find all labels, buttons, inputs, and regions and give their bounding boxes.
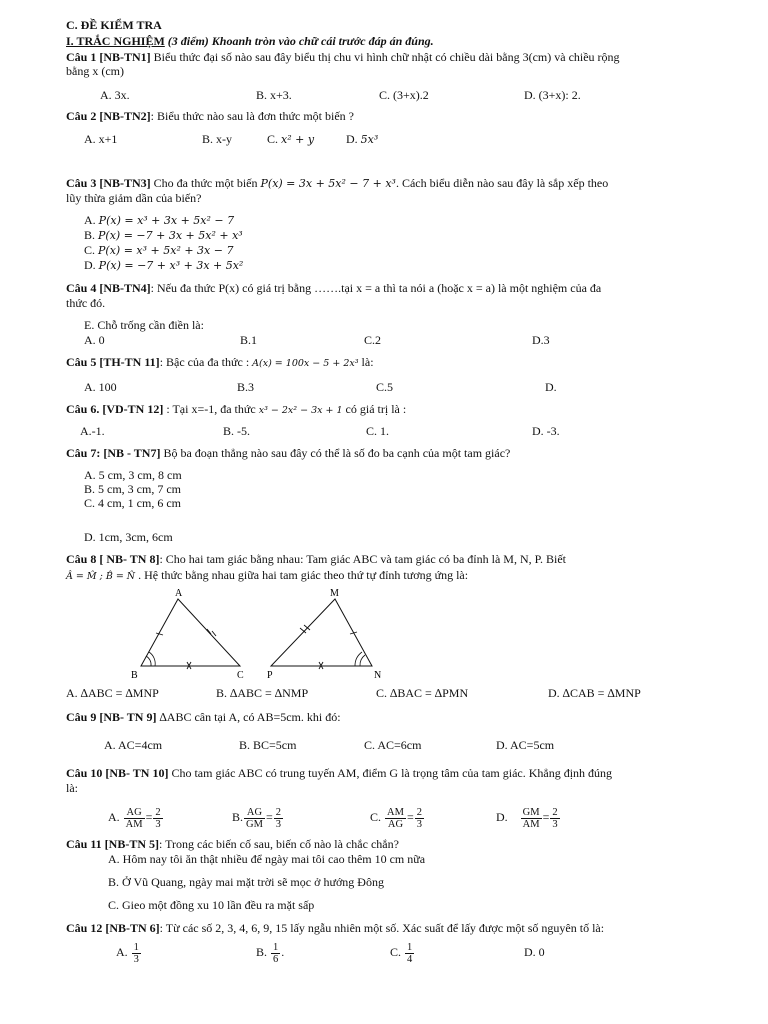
label-b: B (131, 670, 138, 680)
q4-option-a[interactable]: A. 0 (84, 333, 105, 347)
q3-option-c-prefix: C. (84, 243, 99, 257)
q2-option-a[interactable]: A. x+1 (84, 132, 118, 146)
question-4 (66, 281, 601, 295)
q1-option-b[interactable]: B. x+3. (256, 88, 292, 102)
q10-b-den: GM (246, 818, 263, 830)
q2-option-c-math: x² + y (281, 133, 315, 146)
question-10 (66, 766, 612, 780)
angle-b-mark-inner (146, 656, 151, 666)
q3-option-d[interactable] (84, 258, 243, 273)
question-4-label: Câu 4 [NB-TN4] (66, 281, 151, 295)
q4-option-b[interactable]: B.1 (240, 333, 258, 347)
q3-option-a-math: P(x) = x³ + 3x + 5x² − 7 (98, 214, 235, 227)
triangle-abc (141, 599, 240, 666)
q10-d-val-num: 2 (552, 806, 558, 818)
q10-a-val-den: 3 (155, 818, 161, 830)
q10-c-den: AG (387, 818, 404, 830)
question-6-text-after: có giá trị là : (342, 402, 407, 416)
q9-option-a[interactable]: A. AC=4cm (104, 738, 163, 752)
q3-option-d-prefix: D. (84, 258, 99, 272)
q5-option-d[interactable]: D. (545, 380, 557, 394)
q10-option-d-prefix: D. (496, 810, 508, 824)
q7-option-a[interactable]: A. 5 cm, 3 cm, 8 cm (84, 468, 182, 482)
q10-c-val-den: 3 (416, 818, 422, 830)
q12-option-b[interactable]: B. $\frac{1}{6}$ . (256, 941, 285, 965)
q6-option-c[interactable]: C. 1. (366, 424, 390, 438)
q3-option-d-math: P(x) = −7 + x³ + 3x + 5x² (98, 259, 244, 272)
question-1-text-line2: bằng x (cm) (66, 64, 124, 78)
label-a: A (175, 588, 183, 599)
question-7-text: Bộ ba đoạn thẳng nào sau đây có thể là số đo ba cạnh của một tam giác? (160, 446, 511, 460)
q10-option-c-lhs (385, 807, 406, 830)
question-3-label: Câu 3 [NB-TN3] (66, 176, 151, 190)
q10-option-a[interactable]: A. $\frac{AG}{AM}$ = $\frac{2}{3}$ (108, 806, 161, 830)
q1-option-d[interactable]: D. (3+x): 2. (524, 88, 581, 102)
q2-option-d-prefix: D. (346, 132, 361, 146)
q10-a-val-num: 2 (155, 806, 161, 818)
angle-n-mark-inner (355, 652, 362, 666)
q5-option-a[interactable]: A. 100 (84, 380, 117, 394)
q12-a-den: 3 (133, 953, 139, 965)
question-5 (66, 355, 374, 371)
question-9-label: Câu 9 [NB- TN 9] (66, 710, 157, 724)
question-9-text: ∆ABC cân tại A, có AB=5cm. khi đó: (156, 710, 341, 724)
question-8 (66, 552, 566, 566)
q12-option-b-prefix: B. (256, 945, 268, 959)
q10-a-den: AM (125, 818, 143, 830)
question-8-text: : Cho hai tam giác bằng nhau: Tam giác ABC và tam giác có ba đỉnh là M, N, P. Biết (159, 552, 566, 566)
question-10-text-line2: là: (66, 781, 78, 795)
q11-option-b[interactable]: B. Ở Vũ Quang, ngày mai mặt trời sẽ mọc ở hướng Đông (108, 875, 384, 889)
q8-option-a[interactable]: A. ∆ABC = ∆MNP (66, 686, 159, 700)
q10-option-b[interactable]: B. $\frac{AG}{GM}$ = $\frac{2}{3}$ (232, 806, 281, 830)
question-11 (66, 837, 399, 851)
angle-n-mark (360, 655, 365, 666)
q10-option-d[interactable]: D. $\frac{GM}{AM}$ = $\frac{2}{3}$ (496, 806, 558, 830)
q12-b-den: 6 (273, 953, 279, 965)
q3-option-c-math: P(x) = x³ + 5x² + 3x − 7 (98, 244, 234, 257)
q10-option-b-rhs (274, 807, 283, 830)
q10-option-b-lhs (244, 807, 265, 830)
question-8-label: Câu 8 [ NB- TN 8] (66, 552, 160, 566)
q10-option-c-rhs (415, 807, 424, 830)
question-5-label: Câu 5 [TH-TN 11] (66, 355, 160, 369)
question-5-text-after: là: (358, 355, 374, 369)
q10-d-den: AM (522, 818, 540, 830)
q8-option-d[interactable]: D. ∆CAB = ∆MNP (548, 686, 641, 700)
question-11-label: Câu 11 [NB-TN 5] (66, 837, 160, 851)
q9-option-b[interactable]: B. BC=5cm (239, 738, 297, 752)
question-8-line2 (66, 568, 468, 584)
question-2-text: : Biểu thức nào sau là đơn thức một biến ? (150, 109, 354, 123)
q12-option-c-frac (405, 942, 414, 965)
q12-option-d[interactable]: D. 0 (524, 945, 545, 959)
q10-b-val-den: 3 (275, 818, 281, 830)
q2-option-d[interactable] (346, 132, 378, 147)
triangles-figure (120, 586, 400, 680)
question-7 (66, 446, 510, 460)
q10-option-d-rhs (550, 807, 559, 830)
question-8-condition: Â = M̂ ; B̂ = N̂ (66, 571, 136, 582)
q10-option-a-lhs (124, 807, 145, 830)
question-12-text: : Từ các số 2, 3, 4, 6, 9, 15 lấy ngẫu nhiên một số. Xác suất để lấy được một số nguyên tố là: (159, 921, 605, 935)
question-7-label: Câu 7: [NB - TN7] (66, 446, 161, 460)
q11-option-c[interactable]: C. Gieo một đồng xu 10 lần đều ra mặt sấp (108, 898, 315, 912)
q3-option-b[interactable] (84, 228, 243, 243)
question-2-label: Câu 2 [NB-TN2] (66, 109, 151, 123)
document-heading: C. ĐỀ KIỂM TRA (66, 18, 162, 32)
q6-option-b[interactable]: B. -5. (223, 424, 250, 438)
q2-option-c[interactable] (267, 132, 314, 147)
question-8-text-line2: . Hệ thức bằng nhau giữa hai tam giác theo thứ tự đỉnh tương ứng là: (135, 568, 469, 582)
q12-option-a[interactable] (116, 940, 142, 965)
question-5-text: : Bậc của đa thức : (159, 355, 250, 369)
q4-option-c[interactable]: C.2 (364, 333, 382, 347)
q10-d-val-den: 3 (552, 818, 558, 830)
q10-d-num: GM (522, 806, 540, 818)
section-title-text: I. TRẮC NGHIỆM (66, 34, 165, 48)
q12-b-num: 1 (273, 941, 279, 953)
q7-option-c[interactable]: C. 4 cm, 1 cm, 6 cm (84, 496, 181, 510)
q3-option-b-math: P(x) = −7 + 3x + 5x² + x³ (98, 229, 243, 242)
q11-option-a[interactable]: A. Hôm nay tôi ăn thật nhiều để ngày mai tôi cao thêm 10 cm nữa (108, 852, 426, 866)
q5-option-c[interactable]: C.5 (376, 380, 394, 394)
q12-option-a-frac (132, 942, 141, 965)
q9-option-c[interactable]: C. AC=6cm (364, 738, 422, 752)
q1-option-a[interactable]: A. 3x. (100, 88, 130, 102)
q8-option-b[interactable]: B. ∆ABC = ∆NMP (216, 686, 309, 700)
q3-option-a-prefix: A. (84, 213, 99, 227)
question-6-text: : Tại x=-1, đa thức (163, 402, 259, 416)
q5-option-b[interactable]: B.3 (237, 380, 255, 394)
q12-option-b-frac (271, 942, 280, 965)
question-4-fill-prompt: E. Chỗ trống cần điền là: (84, 318, 204, 332)
label-p: P (267, 670, 273, 680)
q7-option-d[interactable]: D. 1cm, 3cm, 6cm (84, 530, 173, 544)
question-12 (66, 921, 604, 935)
question-6-poly: x³ − 2x² − 3x + 1 (258, 405, 343, 416)
question-1-text: Biểu thức đại số nào sau đây biểu thị chu vi hình chữ nhật có chiều dài bằng 3(cm) và chiều rộng (150, 50, 620, 64)
question-10-label: Câu 10 [NB- TN 10] (66, 766, 169, 780)
question-3-text: Cho đa thức một biến (150, 176, 261, 190)
q8-option-c[interactable]: C. ∆BAC = ∆PMN (376, 686, 469, 700)
q12-c-den: 4 (407, 953, 413, 965)
question-3-text-line2: lũy thừa giảm dần của biến? (66, 191, 202, 205)
question-6 (66, 402, 406, 418)
question-10-text: Cho tam giác ABC có trung tuyến AM, điểm G là trọng tâm của tam giác. Khẳng định đúng (168, 766, 613, 780)
q3-option-c[interactable] (84, 243, 233, 258)
tick-ac-2 (212, 631, 216, 636)
question-1 (66, 50, 620, 64)
q12-option-c[interactable] (390, 940, 415, 965)
label-c: C (237, 670, 244, 680)
q10-option-c-prefix: C. (370, 810, 382, 824)
q4-option-d[interactable]: D.3 (532, 333, 550, 347)
q12-c-num: 1 (407, 941, 413, 953)
section-subtitle: (3 điểm) Khoanh tròn vào chữ cái trước đáp án đúng. (167, 34, 434, 48)
question-5-poly: A(x) = 100x − 5 + 2x³ (252, 358, 359, 369)
q3-option-a[interactable] (84, 213, 234, 228)
q2-option-c-prefix: C. (267, 132, 282, 146)
q7-option-b[interactable]: B. 5 cm, 3 cm, 7 cm (84, 482, 181, 496)
q2-option-b[interactable]: B. x-y (202, 132, 232, 146)
q10-a-num: AG (124, 807, 145, 819)
question-9 (66, 710, 341, 724)
question-11-text: : Trong các biến cố sau, biến cố nào là chắc chắn? (159, 837, 399, 851)
label-m: M (330, 588, 339, 599)
q10-option-b-prefix: B. (232, 810, 244, 824)
question-1-label: Câu 1 [NB-TN1] (66, 50, 151, 64)
question-3-poly: P(x) = 3x + 5x² − 7 + x³ (260, 177, 396, 190)
q9-option-d[interactable]: D. AC=5cm (496, 738, 555, 752)
q12-option-a-prefix: A. (116, 945, 128, 959)
q10-option-a-prefix: A. (108, 810, 120, 824)
q10-b-val-num: 2 (275, 806, 281, 818)
q6-option-a[interactable]: A.-1. (80, 424, 105, 438)
q1-option-c[interactable]: C. (3+x).2 (379, 88, 429, 102)
q3-option-b-prefix: B. (84, 228, 99, 242)
question-12-label: Câu 12 [NB-TN 6] (66, 921, 160, 935)
question-3-text-after: . Cách biểu diễn nào sau đây là sắp xếp theo (395, 176, 609, 190)
q10-option-d-lhs (521, 807, 542, 830)
question-4-text: : Nếu đa thức P(x) có giá trị bằng …….tại x = a thì ta nói a (hoặc x = a) là một nghiệm của đa (150, 281, 602, 295)
question-4-text-line2: thức đó. (66, 296, 106, 310)
label-n: N (374, 670, 382, 680)
question-6-label: Câu 6. [VD-TN 12] (66, 402, 164, 416)
q10-option-c[interactable]: C. $\frac{AM}{AG}$ = $\frac{2}{3}$ (370, 806, 422, 830)
q2-option-d-math: 5x³ (360, 133, 379, 146)
q12-a-num: 1 (133, 941, 139, 953)
q6-option-d[interactable]: D. -3. (532, 424, 560, 438)
q10-c-val-num: 2 (416, 806, 422, 818)
question-2 (66, 109, 354, 123)
question-3 (66, 176, 608, 191)
q10-c-num: AM (387, 806, 404, 818)
q10-option-a-rhs (153, 807, 162, 830)
section-title (66, 34, 434, 48)
q12-option-c-prefix: C. (390, 945, 402, 959)
q10-b-num: AG (244, 807, 265, 819)
